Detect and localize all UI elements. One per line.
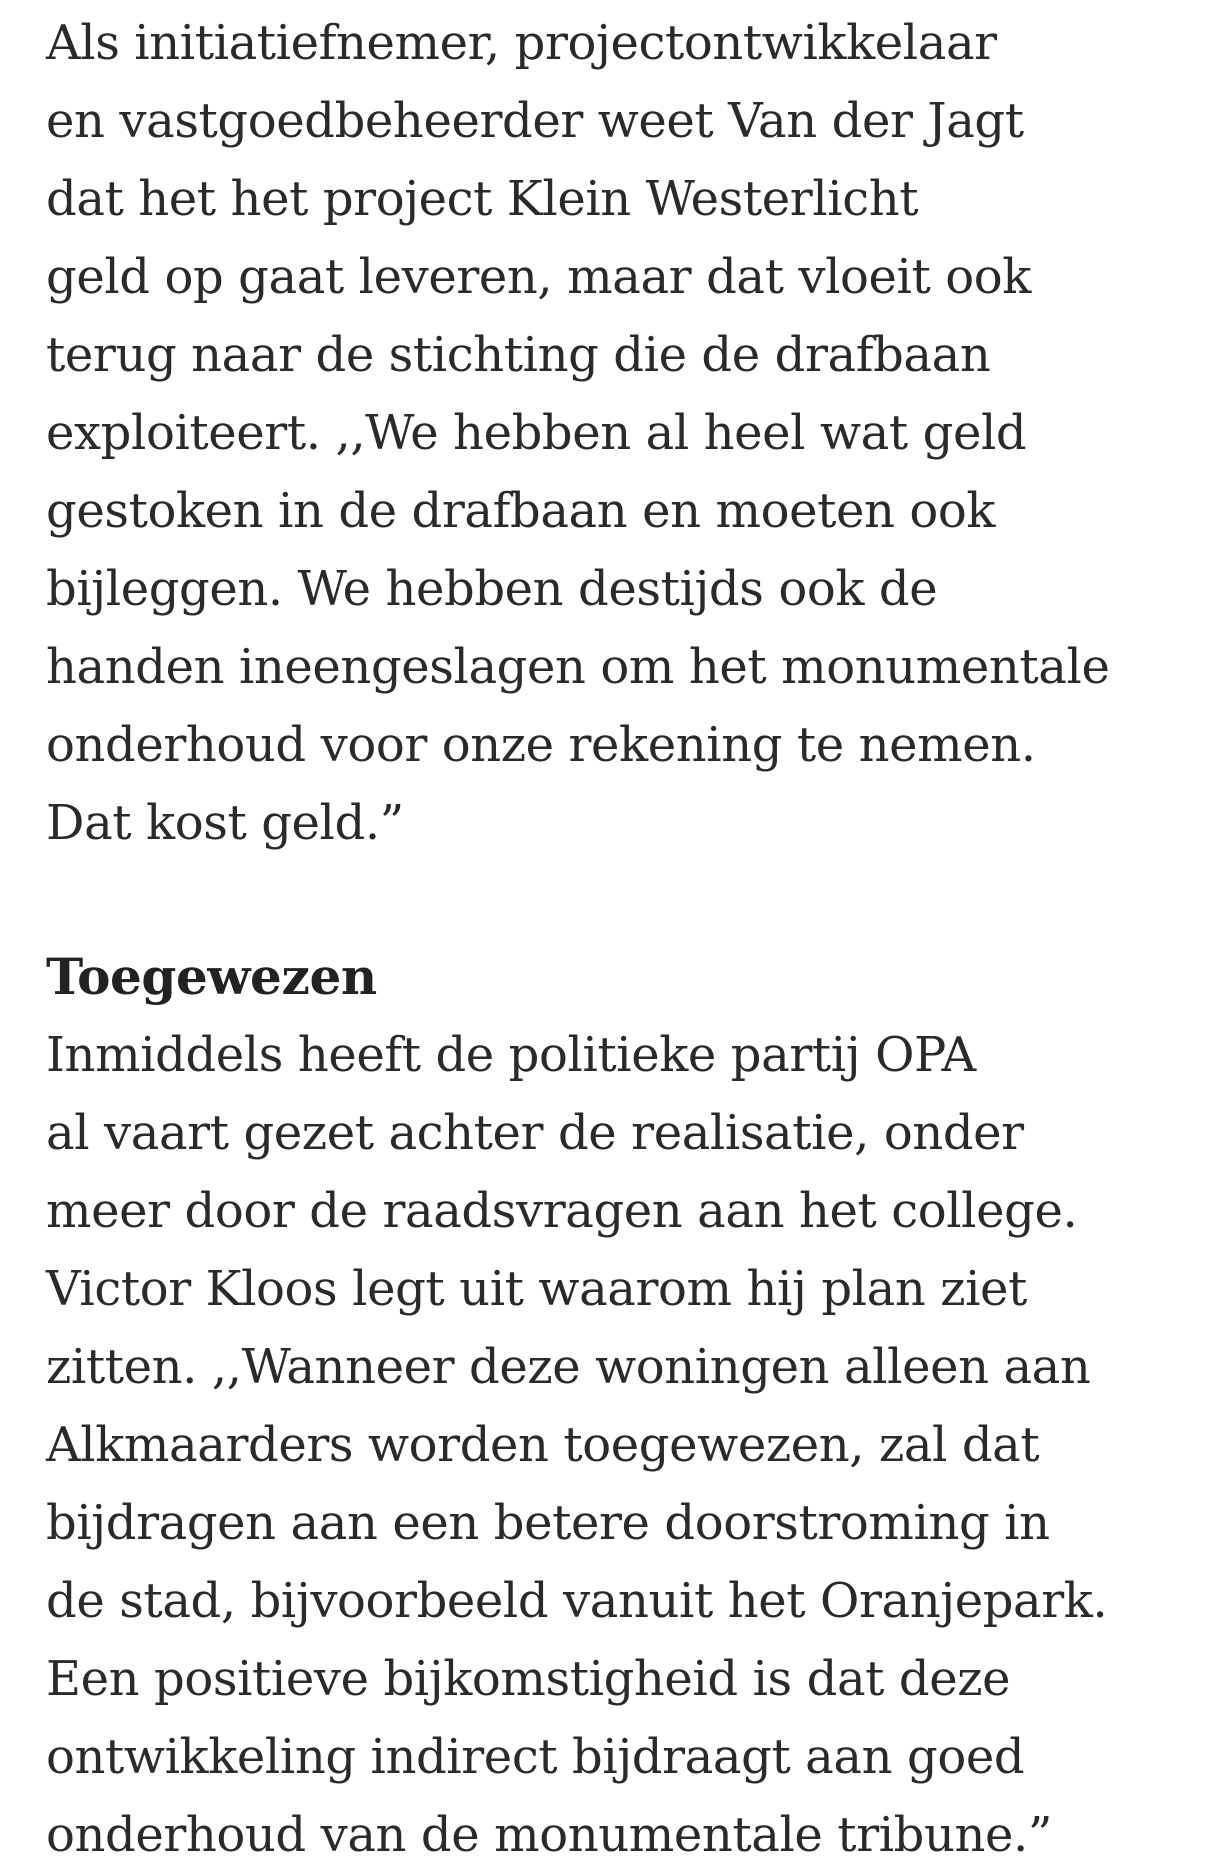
paragraph-line: Victor Kloos legt uit waarom hij plan ziet <box>46 1261 1027 1317</box>
paragraph-line: ontwikkeling indirect bijdraagt aan goed <box>46 1729 1025 1785</box>
paragraph-line: dat het het project Klein Westerlicht <box>46 171 919 227</box>
paragraph-line: de stad, bijvoorbeeld vanuit het Oranjepark. <box>46 1573 1108 1629</box>
article-body <box>46 4 1206 1874</box>
paragraph-line: meer door de raadsvragen aan het college. <box>46 1183 1078 1239</box>
paragraph-line: handen ineengeslagen om het monumentale <box>46 639 1110 695</box>
paragraph-line: Alkmaarders worden toegewezen, zal dat <box>46 1417 1040 1473</box>
paragraph-line: en vastgoedbeheerder weet Van der Jagt <box>46 93 1024 149</box>
paragraph-line: zitten. ,,Wanneer deze woningen alleen aan <box>46 1339 1091 1395</box>
paragraph-line: onderhoud van de monumentale tribune.” <box>46 1807 1053 1863</box>
paragraph-line: bijdragen aan een betere doorstroming in <box>46 1495 1050 1551</box>
paragraph-line: gestoken in de drafbaan en moeten ook <box>46 483 996 539</box>
section-spacer <box>46 862 1206 938</box>
paragraph-2 <box>46 1016 1206 1874</box>
paragraph-line: bijleggen. We hebben destijds ook de <box>46 561 938 617</box>
paragraph-line: Dat kost geld.” <box>46 795 404 851</box>
paragraph-line: Als initiatiefnemer, projectontwikkelaar <box>46 15 997 71</box>
paragraph-line: al vaart gezet achter de realisatie, onder <box>46 1105 1024 1161</box>
paragraph-line: onderhoud voor onze rekening te nemen. <box>46 717 1036 773</box>
paragraph-line: Een positieve bijkomstigheid is dat deze <box>46 1651 1011 1707</box>
paragraph-1 <box>46 4 1206 862</box>
section-heading: Toegewezen <box>46 947 377 1006</box>
paragraph-line: Inmiddels heeft de politieke partij OPA <box>46 1027 976 1083</box>
paragraph-line: terug naar de stichting die de drafbaan <box>46 327 991 383</box>
paragraph-line: geld op gaat leveren, maar dat vloeit ook <box>46 249 1031 305</box>
paragraph-line: exploiteert. ,,We hebben al heel wat geld <box>46 405 1027 461</box>
